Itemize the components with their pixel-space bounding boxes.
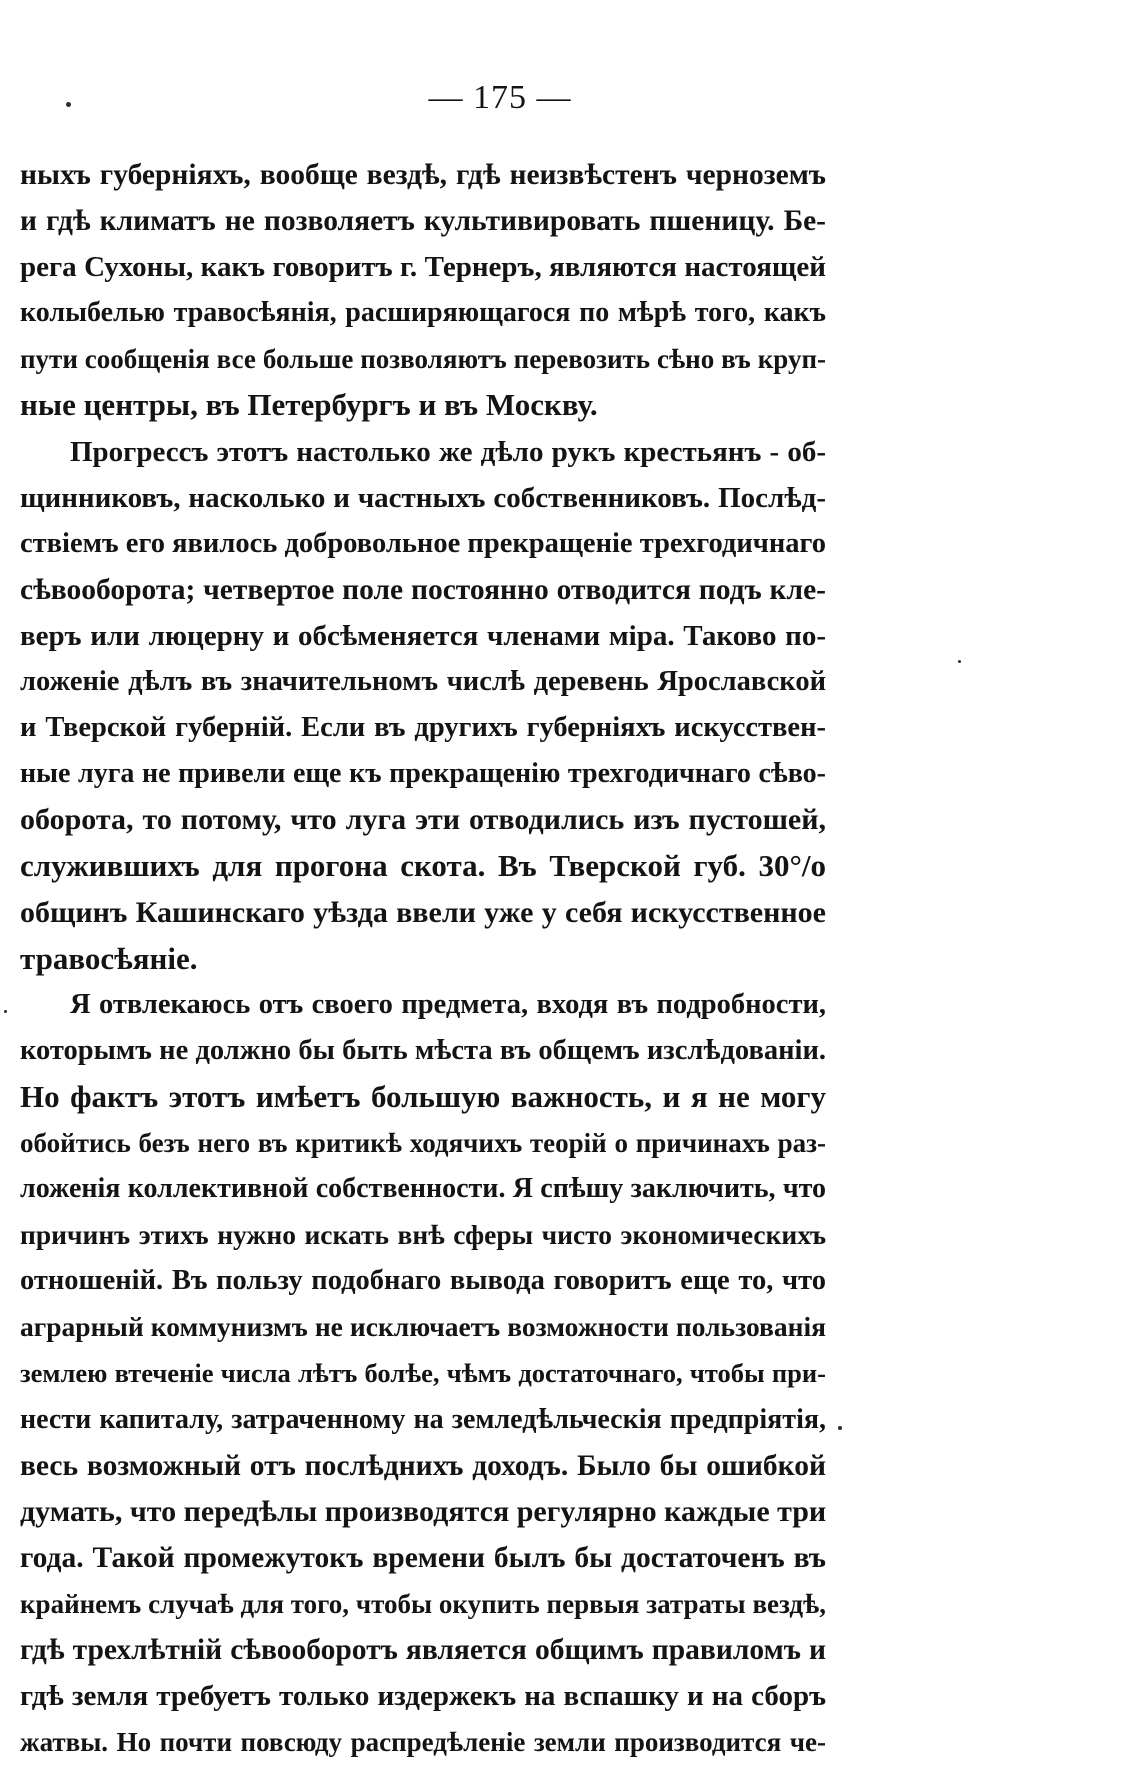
text-line: отношеній. Въ пользу подобнаго вывода говоритъ еще то, что: [20, 1265, 826, 1297]
text-line: Прогрессъ этотъ настолько же дѣло рукъ крестьянъ - об-: [70, 435, 826, 468]
text-line: нести капиталу, затраченному на земледѣльческія предпріятія,: [20, 1403, 826, 1435]
text-line: колыбелью травосѣянія, расширяющагося по мѣрѣ того, какъ: [20, 297, 826, 329]
text-line: обойтись безъ него въ критикѣ ходячихъ теорій о причинахъ раз-: [20, 1127, 826, 1158]
text-line: и гдѣ климатъ не позволяетъ культивировать пшеницу. Бе-: [20, 205, 826, 238]
text-line: гдѣ трехлѣтній сѣвооборотъ является общимъ правиломъ и: [20, 1634, 826, 1666]
text-line: ложенія коллективной собственности. Я спѣшу заключить, что: [20, 1173, 826, 1205]
text-line: веръ или люцерну и обсѣменяется членами міра. Таково по-: [20, 619, 826, 652]
text-line: которымъ не должно бы быть мѣста въ общемъ изслѣдованіи.: [20, 1034, 826, 1066]
text-line: крайнемъ случаѣ для того, чтобы окупить первыя затраты вездѣ,: [20, 1588, 826, 1619]
text-line: и Тверской губерній. Если въ другихъ губерніяхъ искусствен-: [20, 712, 826, 744]
text-line: сѣвооборота; четвертое поле постоянно отводится подъ кле-: [20, 573, 826, 606]
text-line: Но фактъ этотъ имѣетъ большую важность, и я не могу: [20, 1078, 826, 1114]
body-text: [20, 152, 826, 1765]
text-line: думать, что передѣлы производятся регулярно каждые три: [20, 1494, 827, 1528]
text-line: пути сообщенія все больше позволяютъ перевозить сѣно въ круп-: [20, 344, 826, 375]
text-line: ные центры, въ Петербургъ и въ Москву.: [20, 387, 598, 423]
scan-speck: [958, 660, 961, 663]
text-line: ствіемъ его явилось добровольное прекращеніе трехгодичнаго: [20, 527, 826, 559]
page-number: — 175 —: [428, 79, 572, 116]
text-line: жатвы. Но почти повсюду распредѣленіе земли производится че-: [20, 1727, 826, 1758]
text-line: ложеніе дѣлъ въ значительномъ числѣ деревень Ярославской: [20, 666, 826, 698]
text-line: щинниковъ, насколько и частныхъ собственниковъ. Послѣд-: [20, 481, 826, 514]
text-line: общинъ Кашинскаго уѣзда ввели уже у себя искусственное: [20, 895, 826, 929]
text-line: весь возможный отъ послѣднихъ доходъ. Было бы ошибкой: [20, 1449, 826, 1482]
text-line: рега Сухоны, какъ говоритъ г. Тернеръ, являются настоящей: [20, 251, 826, 284]
text-line: служившихъ для прогона скота. Въ Тверской губ. 30°/o: [20, 848, 826, 884]
scan-speck: [838, 1426, 842, 1430]
text-line: оборота, то потому, что луга эти отводились изъ пустошей,: [20, 803, 826, 837]
scan-speck: [4, 1010, 7, 1013]
scan-speck: [66, 102, 71, 107]
text-line: землею втеченіе числа лѣтъ болѣе, чѣмъ достаточнаго, чтобы при-: [20, 1358, 826, 1389]
text-line: гдѣ земля требуетъ только издержекъ на вспашку и на сборъ: [20, 1680, 826, 1713]
text-line: года. Такой промежутокъ времени былъ бы достаточенъ въ: [20, 1541, 826, 1574]
text-line: травосѣяніе.: [20, 940, 198, 976]
text-line: ные луга не привели еще къ прекращенію трехгодичнаго сѣво-: [20, 758, 826, 790]
text-line: Я отвлекаюсь отъ своего предмета, входя въ подробности,: [70, 988, 826, 1020]
text-line: ныхъ губерніяхъ, вообще вездѣ, гдѣ неизвѣстенъ черноземъ: [20, 159, 826, 191]
text-line: аграрный коммунизмъ не исключаетъ возможности пользованія: [20, 1311, 826, 1343]
text-line: причинъ этихъ нужно искать внѣ сферы чисто экономическихъ: [20, 1219, 826, 1251]
